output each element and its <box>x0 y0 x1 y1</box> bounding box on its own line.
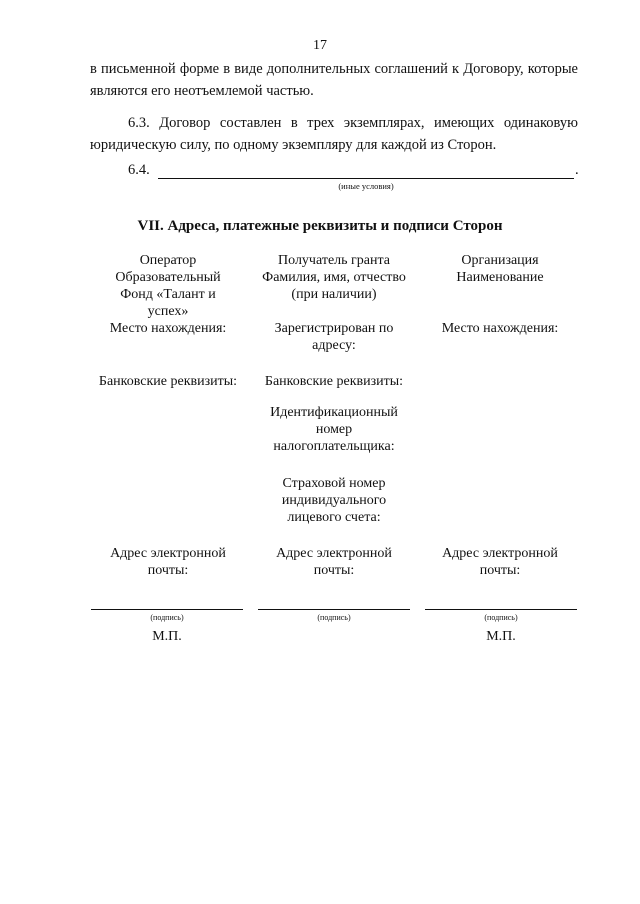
recipient-email <box>252 545 416 579</box>
organization-signature-caption: (подпись) <box>484 613 518 622</box>
operator-heading <box>86 252 250 320</box>
operator-bank: Банковские реквизиты: <box>98 374 238 389</box>
recipient-location-text: Зарегистрирован по адресу: <box>274 321 394 353</box>
organization-location: Место нахождения: <box>441 321 559 336</box>
section-title: VII. Адреса, платежные реквизиты и подписи Сторон <box>137 218 503 234</box>
recipient-heading-text: Получатель гранта Фамилия, имя, отчество (при наличии) <box>262 253 406 302</box>
organization-heading-text: Организация Наименование <box>456 253 544 285</box>
recipient-signature-caption: (подпись) <box>317 613 351 622</box>
recipient-inn-text: Идентификационный номер налогоплательщика: <box>270 405 398 454</box>
operator-location: Место нахождения: <box>109 321 227 336</box>
recipient-email-text: Адрес электронной почты: <box>276 546 392 578</box>
organization-signature-line <box>425 609 577 610</box>
clause-6-4-caption: (иные условия) <box>338 181 394 191</box>
recipient-bank: Банковские реквизиты: <box>264 374 404 389</box>
operator-email-text: Адрес электронной почты: <box>110 546 226 578</box>
paragraph-6-3: 6.3. Договор составлен в трех экземплярах, имеющих одинаковую юридическую силу, по одному экземпляру для каждой из Сторон. <box>90 115 578 153</box>
clause-6-4-label: 6.4. <box>128 162 150 178</box>
recipient-snils-text: Страховой номер индивидуального лицевого счета: <box>281 476 387 525</box>
operator-email <box>86 545 250 579</box>
clause-6-4-end-mark: . <box>575 162 579 178</box>
recipient-signature-line <box>258 609 410 610</box>
recipient-snils <box>252 475 416 526</box>
organization-stamp-mark: М.П. <box>486 629 516 644</box>
organization-email-text: Адрес электронной почты: <box>442 546 558 578</box>
clause-6-4-blank-line <box>158 178 574 179</box>
operator-heading-text: Оператор Образовательный Фонд «Талант и успех» <box>115 253 221 319</box>
paragraph-continuation: в письменной форме в виде дополнительных соглашений к Договору, которые являются его неотъемлемой частью. <box>90 61 578 99</box>
operator-signature-caption: (подпись) <box>150 613 184 622</box>
operator-signature-line <box>91 609 243 610</box>
recipient-location <box>252 320 416 354</box>
operator-stamp-mark: М.П. <box>152 629 182 644</box>
recipient-heading <box>252 252 416 303</box>
organization-heading <box>418 252 582 286</box>
page-number: 17 <box>313 38 327 53</box>
recipient-inn <box>252 404 416 455</box>
organization-email <box>418 545 582 579</box>
